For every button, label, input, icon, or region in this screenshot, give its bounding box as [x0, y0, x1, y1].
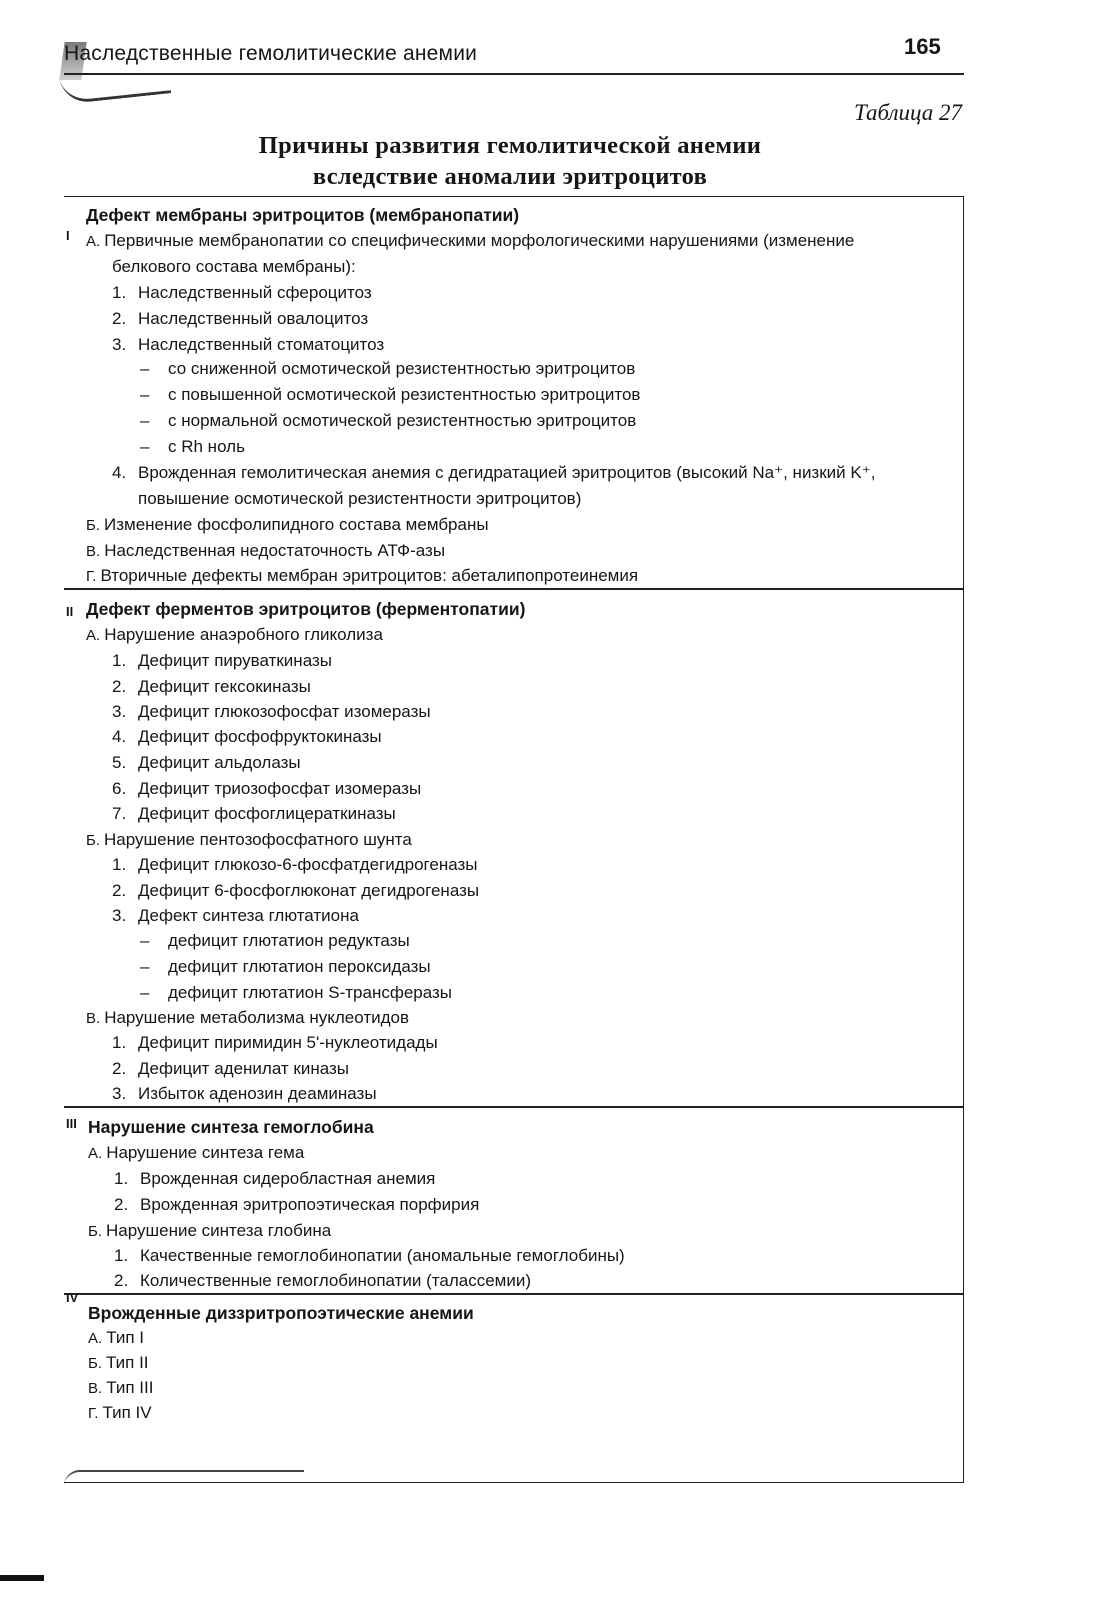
- list-item: [112, 1058, 349, 1080]
- subsection-heading: [86, 540, 445, 563]
- item-text: Дефект синтеза глютатиона: [138, 906, 359, 925]
- list-item: [112, 1083, 377, 1105]
- subsection-heading: [86, 1007, 409, 1030]
- list-item: [112, 752, 301, 774]
- item-number: 1.: [112, 283, 127, 302]
- dash-item: [140, 436, 245, 458]
- item-marker: В.: [88, 1380, 103, 1397]
- subsection-text: Вторичные дефекты мембран эритроцитов: абеталипопротеинемия: [100, 566, 639, 585]
- dash-item-text: дефицит глютатион редуктазы: [168, 931, 410, 950]
- page-number: 165: [904, 34, 941, 59]
- item-text: Наследственный сфероцитоз: [138, 283, 372, 302]
- item-text: Тип I: [106, 1328, 144, 1347]
- item-text: Дефицит 6-фосфоглюконат дегидрогеназы: [138, 881, 480, 900]
- list-item: [112, 880, 479, 902]
- list-item: [114, 1270, 531, 1292]
- dash-item: [140, 410, 636, 432]
- subsection-text: Нарушение синтеза глобина: [106, 1221, 332, 1240]
- list-item: [88, 1377, 153, 1400]
- subsection-heading: [86, 565, 638, 588]
- item-number: 1.: [112, 1033, 127, 1052]
- item-number: 1.: [114, 1169, 129, 1188]
- dash-bullet: –: [140, 957, 150, 976]
- dash-bullet: –: [140, 983, 150, 1002]
- subsection-text: Нарушение синтеза гема: [106, 1143, 305, 1162]
- section-roman-numeral: II: [66, 604, 74, 619]
- section-divider: [64, 588, 964, 590]
- item-number: 6.: [112, 779, 127, 798]
- item-number: 3.: [112, 335, 127, 354]
- section-title: Дефект ферментов эритроцитов (ферментопатии): [86, 599, 526, 619]
- list-item: [112, 650, 332, 672]
- subsection-marker: В.: [86, 1010, 101, 1027]
- item-number: 1.: [112, 855, 127, 874]
- item-text: Наследственный овалоцитоз: [138, 309, 369, 328]
- item-number: 1.: [112, 651, 127, 670]
- subsection-marker: А.: [86, 627, 101, 644]
- list-item: [88, 1402, 152, 1425]
- item-text: Дефицит пиримидин 5'-нуклеотидады: [138, 1033, 438, 1052]
- dash-item-text: дефицит глютатион пероксидазы: [168, 957, 431, 976]
- table-label: Таблица 27: [853, 100, 962, 125]
- dash-item-text: с Rh ноль: [168, 437, 245, 456]
- item-number: 2.: [114, 1195, 129, 1214]
- subsection-heading: [88, 1142, 304, 1165]
- section-title: Нарушение синтеза гемоглобина: [88, 1117, 374, 1137]
- item-marker: Б.: [88, 1355, 103, 1372]
- subsection-heading: [86, 624, 383, 647]
- subsection-marker: А.: [88, 1145, 103, 1162]
- item-text: Дефицит пируваткиназы: [138, 651, 332, 670]
- subsection-text: Нарушение анаэробного гликолиза: [104, 625, 383, 644]
- item-text: Врожденная эритропоэтическая порфирия: [140, 1195, 480, 1214]
- item-text: Дефицит альдолазы: [138, 753, 301, 772]
- item-text: Наследственный стоматоцитоз: [138, 335, 385, 354]
- list-item: [112, 1032, 438, 1054]
- item-text: Избыток аденозин деаминазы: [138, 1084, 377, 1103]
- item-text: Врожденная гемолитическая анемия с дегидратацией эритроцитов (высокий Na⁺, низкий K⁺,: [138, 463, 876, 482]
- item-number: 3.: [112, 1084, 127, 1103]
- list-item: [112, 462, 875, 484]
- list-item: [88, 1327, 144, 1350]
- dash-bullet: –: [140, 385, 150, 404]
- list-item: [112, 726, 382, 748]
- list-item: [112, 905, 359, 927]
- dash-item: [140, 956, 431, 978]
- item-text: Дефицит аденилат киназы: [138, 1059, 350, 1078]
- item-text: Количественные гемоглобинопатии (талассемии): [140, 1271, 532, 1290]
- item-marker: А.: [88, 1330, 103, 1347]
- section-divider: [64, 1106, 964, 1108]
- item-text: Дефицит глюкозофосфат изомеразы: [138, 702, 431, 721]
- item-text: Тип III: [106, 1378, 154, 1397]
- list-item: [114, 1168, 435, 1190]
- item-number: 2.: [112, 677, 127, 696]
- header-rule: [64, 73, 964, 75]
- item-number: 4.: [112, 463, 127, 482]
- item-number: 2.: [112, 881, 127, 900]
- subsection-marker: А.: [86, 233, 101, 250]
- dash-bullet: –: [140, 359, 150, 378]
- dash-item: [140, 982, 452, 1004]
- subsection-text: Наследственная недостаточность АТФ-азы: [104, 541, 446, 560]
- dash-item-text: с повышенной осмотической резистентностью эритроцитов: [168, 385, 641, 404]
- item-marker: Г.: [88, 1405, 99, 1422]
- section-roman-numeral: IV: [66, 1290, 79, 1305]
- section-divider: [64, 1293, 964, 1295]
- section-title: Дефект мембраны эритроцитов (мембранопатии): [86, 205, 520, 225]
- subsection-heading: [86, 829, 412, 852]
- running-title: Наследственные гемолитические анемии: [64, 42, 478, 65]
- item-text: Тип IV: [102, 1403, 152, 1422]
- subsection-marker: Г.: [86, 568, 97, 585]
- dash-bullet: –: [140, 437, 150, 456]
- item-number: 2.: [114, 1271, 129, 1290]
- subsection-text: Нарушение метаболизма нуклеотидов: [104, 1008, 410, 1027]
- scan-edge-mark: [0, 1575, 44, 1581]
- list-item: [112, 778, 421, 800]
- table-title-line-1: Причины развития гемолитической анемии: [258, 132, 762, 159]
- list-item: [112, 282, 372, 304]
- list-item: [88, 1352, 149, 1375]
- item-number: 3.: [112, 906, 127, 925]
- list-item: [112, 676, 311, 698]
- list-item: [114, 1194, 479, 1216]
- list-item: [114, 1245, 625, 1267]
- dash-item-text: с нормальной осмотической резистентностью эритроцитов: [168, 411, 637, 430]
- bottom-swoosh-decoration: [64, 1470, 304, 1486]
- subsection-heading: [86, 230, 854, 253]
- item-number: 2.: [112, 309, 127, 328]
- dash-item-text: со сниженной осмотической резистентностью эритроцитов: [168, 359, 636, 378]
- item-text: Дефицит гексокиназы: [138, 677, 311, 696]
- dash-item-text: дефицит глютатион S-трансферазы: [168, 983, 453, 1002]
- item-text: Дефицит фосфофруктокиназы: [138, 727, 382, 746]
- dash-item: [140, 930, 410, 952]
- item-text: Врожденная сидеробластная анемия: [140, 1169, 436, 1188]
- item-text: Дефицит фосфоглицераткиназы: [138, 804, 396, 823]
- subsection-text-continued: белкового состава мембраны):: [112, 257, 356, 276]
- item-text: Дефицит глюкозо-6-фосфатдегидрогеназы: [138, 855, 478, 874]
- item-text: Тип II: [106, 1353, 149, 1372]
- dash-item: [140, 358, 635, 380]
- subsection-heading: [86, 514, 489, 537]
- item-number: 1.: [114, 1246, 129, 1265]
- table-title-line-2: вследствие аномалии эритроцитов: [312, 163, 708, 190]
- item-number: 2.: [112, 1059, 127, 1078]
- table-title: [150, 130, 870, 192]
- item-text: Дефицит триозофосфат изомеразы: [138, 779, 422, 798]
- item-text-continued: повышение осмотической резистентности эритроцитов): [138, 489, 582, 508]
- section-roman-numeral: I: [66, 228, 70, 243]
- section-roman-numeral: III: [66, 1116, 77, 1131]
- subsection-marker: Б.: [86, 832, 101, 849]
- subsection-text: Нарушение пентозофосфатного шунта: [104, 830, 412, 849]
- list-item: [112, 308, 368, 330]
- subsection-text: Первичные мембранопатии со специфическими морфологическими нарушениями (изменение: [104, 231, 855, 250]
- subsection-marker: Б.: [88, 1223, 103, 1240]
- list-item: [112, 701, 431, 723]
- subsection-heading: [88, 1220, 331, 1243]
- subsection-text: Изменение фосфолипидного состава мембраны: [104, 515, 489, 534]
- item-number: 5.: [112, 753, 127, 772]
- item-number: 7.: [112, 804, 127, 823]
- dash-bullet: –: [140, 411, 150, 430]
- section-title: Врожденные диззритропоэтические анемии: [88, 1303, 474, 1323]
- item-number: 3.: [112, 702, 127, 721]
- list-item: [112, 854, 478, 876]
- subsection-marker: Б.: [86, 517, 101, 534]
- dash-item: [140, 384, 640, 406]
- item-number: 4.: [112, 727, 127, 746]
- list-item: [112, 803, 396, 825]
- subsection-marker: В.: [86, 543, 101, 560]
- list-item: [112, 334, 384, 356]
- dash-bullet: –: [140, 931, 150, 950]
- item-text: Качественные гемоглобинопатии (аномальные гемоглобины): [140, 1246, 625, 1265]
